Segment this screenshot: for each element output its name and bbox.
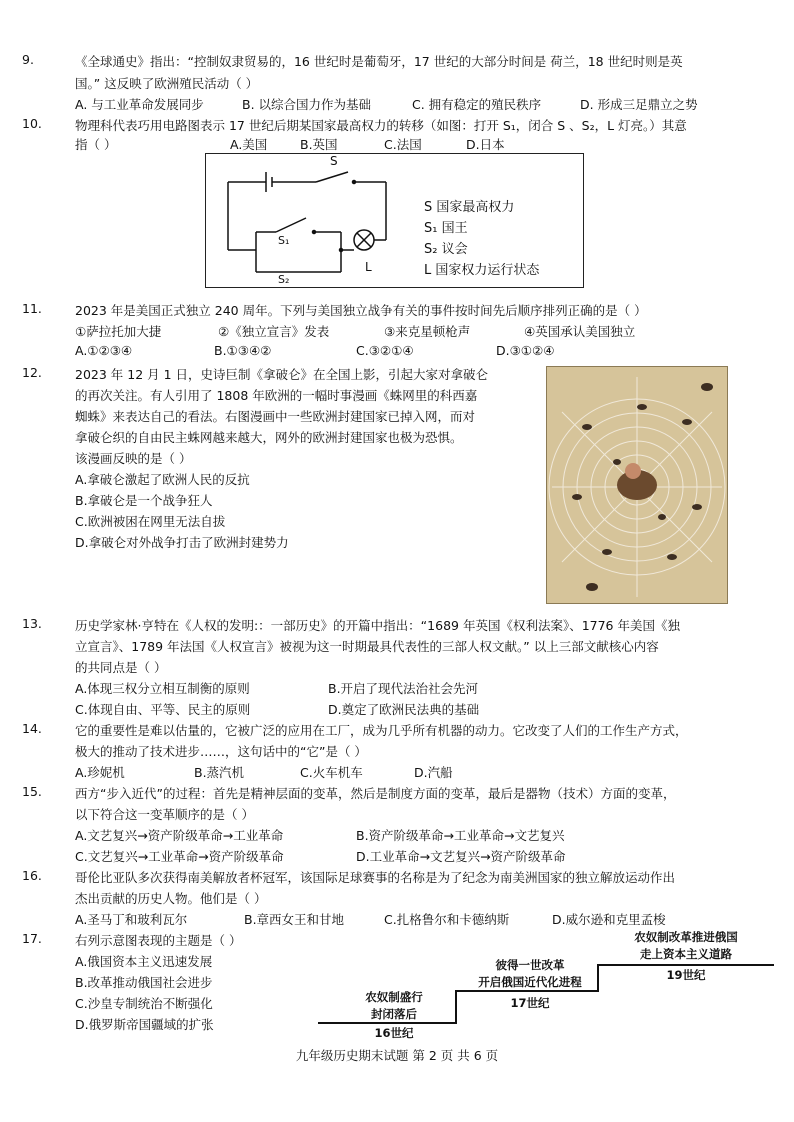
q11-option-b: B.①③④② xyxy=(214,343,272,358)
step3-top: 农奴制改革推进俄国 xyxy=(634,930,738,944)
q13-stem-line3: 的共同点是（ ） xyxy=(75,660,167,675)
q15-option-a: A.文艺复兴→资产阶级革命→工业革命 xyxy=(75,828,284,843)
q14-stem-line1: 它的重要性是难以估量的，它被广泛的应用在工厂，成为几乎所有机器的动力。它改变了人们的工作生产方式， xyxy=(75,723,688,738)
q11-event-3: ③来克星顿枪声 xyxy=(384,324,471,339)
q12-option-b: B.拿破仑是一个战争狂人 xyxy=(75,493,213,508)
q17-stem: 右列示意图表现的主题是（ ） xyxy=(75,933,242,948)
q10-option-d: D.日本 xyxy=(466,137,505,152)
q11-stem: 2023 年是美国正式独立 240 周年。下列与美国独立战争有关的事件按时间先后顺序排列正确的是（ ） xyxy=(75,303,647,318)
q14-number: 14. xyxy=(22,721,42,736)
q13-option-c: C.体现自由、平等、民主的原则 xyxy=(75,702,251,717)
q17-option-a: A.俄国资本主义迅速发展 xyxy=(75,954,213,969)
q10-stem-line1: 物理科代表巧用电路图表示 17 世纪后期某国家最高权力的转移（如图：打开 S₁，闭合 S 、S₂，L 灯亮。）其意 xyxy=(75,118,687,133)
step1-bottom: 封闭落后 xyxy=(371,1007,417,1021)
q10-option-a: A.美国 xyxy=(230,137,268,152)
switch-s1-label: S₁ xyxy=(278,234,290,247)
q16-option-c: C.扎格鲁尔和卡德纳斯 xyxy=(384,912,510,927)
q12-option-d: D.拿破仑对外战争打击了欧洲封建势力 xyxy=(75,535,289,550)
lamp-l-label: L xyxy=(365,260,372,274)
q12-option-a: A.拿破仑激起了欧洲人民的反抗 xyxy=(75,472,250,487)
step2-top: 彼得一世改革 xyxy=(495,958,565,972)
q13-option-b: B.开启了现代法治社会先河 xyxy=(328,681,479,696)
q13-number: 13. xyxy=(22,616,42,631)
q13-option-d: D.奠定了欧洲民法典的基础 xyxy=(328,702,480,717)
q15-number: 15. xyxy=(22,784,42,799)
q9-option-a: A. 与工业革命发展同步 xyxy=(75,97,204,112)
q16-option-a: A.圣马丁和玻利瓦尔 xyxy=(75,912,188,927)
step3-bottom: 走上资本主义道路 xyxy=(640,947,732,961)
q11-event-4: ④英国承认美国独立 xyxy=(524,324,636,339)
q10-option-b: B.英国 xyxy=(300,137,338,152)
q12-stem-line5: 该漫画反映的是（ ） xyxy=(75,451,192,466)
q10-number: 10. xyxy=(22,116,42,131)
q12-stem-line2: 的再次关注。有人引用了 1808 年欧洲的一幅时事漫画《蛛网里的科西嘉 xyxy=(75,388,478,403)
q11-option-a: A.①②③④ xyxy=(75,343,133,358)
q15-stem-line2: 以下符合这一变革顺序的是（ ） xyxy=(75,807,254,822)
q15-stem-line1: 西方“步入近代”的过程：首先是精神层面的变革，然后是制度方面的变革，最后是器物（技术）方面的变革， xyxy=(75,786,676,801)
step1-top: 农奴制盛行 xyxy=(365,990,423,1004)
q12-stem-line4: 拿破仑织的自由民主蛛网越来越大，网外的欧洲封建国家也极为恐惧。 xyxy=(75,430,463,445)
q12-stem-line1: 2023 年 12 月 1 日，史诗巨制《拿破仑》在全国上影，引起大家对拿破仑 xyxy=(75,367,489,382)
q9-number: 9. xyxy=(22,52,34,67)
q9-option-b: B. 以综合国力作为基础 xyxy=(242,97,372,112)
page-footer: 九年级历史期末试题 第 2 页 共 6 页 xyxy=(295,1048,499,1063)
circuit-diagram xyxy=(205,153,584,288)
step3-era: 19世纪 xyxy=(666,968,706,982)
q11-option-c: C.③②①④ xyxy=(356,343,414,358)
q15-option-d: D.工业革命→文艺复兴→资产阶级革命 xyxy=(356,849,566,864)
q10-stem-line2: 指（ ） xyxy=(75,137,117,152)
spider-web-cartoon-image xyxy=(546,366,728,604)
q9-stem-line1: 《全球通史》指出：“控制奴隶贸易的，16 世纪时是葡萄牙，17 世纪的大部分时间是 荷兰，18 世纪时则是英 xyxy=(75,54,683,69)
q17-option-d: D.俄罗斯帝国疆域的扩张 xyxy=(75,1017,214,1032)
q14-stem-line2: 极大的推动了技术进步……，这句话中的“它”是（ ） xyxy=(75,744,367,759)
q11-event-2: ②《独立宣言》发表 xyxy=(218,324,330,339)
q15-option-b: B.资产阶级革命→工业革命→文艺复兴 xyxy=(356,828,565,843)
q14-option-c: C.火车机车 xyxy=(300,765,363,780)
q9-option-d: D. 形成三足鼎立之势 xyxy=(580,97,698,112)
q16-stem-line1: 哥伦比亚队多次获得南美解放者杯冠军，该国际足球赛事的名称是为了纪念为南美洲国家的独立解放运动作出 xyxy=(75,870,676,885)
legend-s2: S₂ 议会 xyxy=(424,242,468,257)
q9-stem-line2: 国。” 这反映了欧洲殖民活动（ ） xyxy=(75,76,259,91)
q16-number: 16. xyxy=(22,868,42,883)
switch-s-label: S xyxy=(330,154,338,168)
q12-option-c: C.欧洲被困在网里无法自拔 xyxy=(75,514,226,529)
q17-option-b: B.改革推动俄国社会进步 xyxy=(75,975,213,990)
q16-stem-line2: 杰出贡献的历史人物。他们是（ ） xyxy=(75,891,267,906)
q9-option-c: C. 拥有稳定的殖民秩序 xyxy=(412,97,542,112)
q17-option-c: C.沙皇专制统治不断强化 xyxy=(75,996,213,1011)
step2-era: 17世纪 xyxy=(510,996,550,1010)
legend-s: S 国家最高权力 xyxy=(424,200,515,215)
q13-stem-line1: 历史学家林·亨特在《人权的发明:：一部历史》的开篇中指出：“1689 年英国《权利法案》、1776 年美国《独 xyxy=(75,618,680,633)
spider-web-illustration xyxy=(547,367,727,603)
q12-stem-line3: 蜘蛛》来表达自己的看法。右图漫画中一些欧洲封建国家已掉入网，而对 xyxy=(75,409,476,424)
q16-option-b: B.章西女王和甘地 xyxy=(244,912,345,927)
q11-option-d: D.③①②④ xyxy=(496,343,555,358)
q13-stem-line2: 立宣言》、1789 年法国《人权宣言》被视为这一时期最具代表性的三部人权文献。” 以上三部文献核心内容 xyxy=(75,639,659,654)
q11-event-1: ①萨拉托加大捷 xyxy=(75,324,162,339)
step1-era: 16世纪 xyxy=(374,1026,414,1040)
legend-s1: S₁ 国王 xyxy=(424,221,468,236)
q12-number: 12. xyxy=(22,365,42,380)
step2-bottom: 开启俄国近代化进程 xyxy=(478,975,582,989)
q13-option-a: A.体现三权分立相互制衡的原则 xyxy=(75,681,250,696)
switch-s2-label: S₂ xyxy=(278,273,290,286)
q11-number: 11. xyxy=(22,301,42,316)
q14-option-d: D.汽船 xyxy=(414,765,453,780)
q10-option-c: C.法国 xyxy=(384,137,422,152)
q15-option-c: C.文艺复兴→工业革命→资产阶级革命 xyxy=(75,849,284,864)
legend-l: L 国家权力运行状态 xyxy=(424,263,540,278)
q16-option-d: D.威尔逊和克里孟梭 xyxy=(552,912,666,927)
q14-option-b: B.蒸汽机 xyxy=(194,765,245,780)
q17-number: 17. xyxy=(22,931,42,946)
q14-option-a: A.珍妮机 xyxy=(75,765,125,780)
